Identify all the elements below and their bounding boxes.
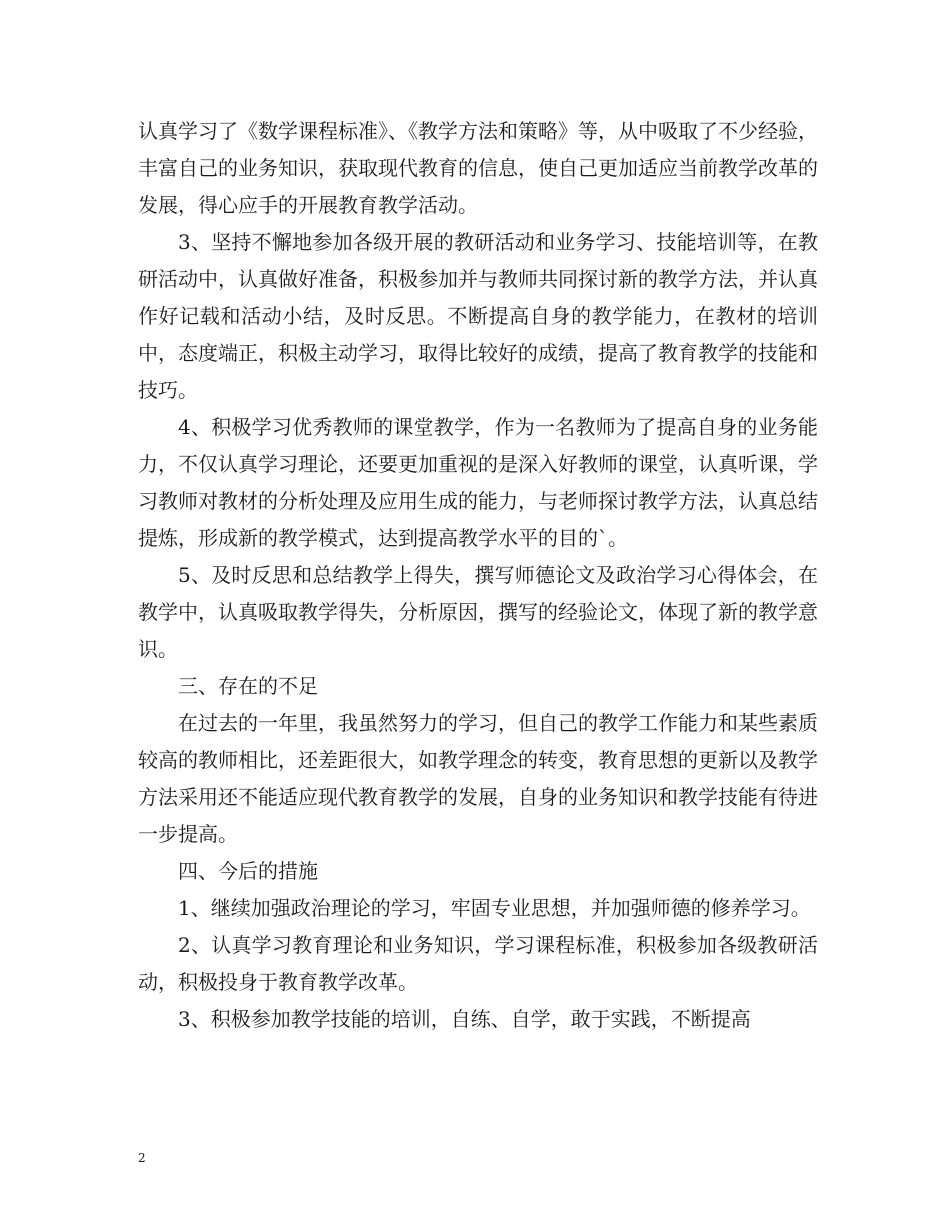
paragraph-item-4: 4、积极学习优秀教师的课堂教学，作为一名教师为了提高自身的业务能力，不仅认真学习理论，还要更加重视的是深入好教师的课堂，认真听课，学习教师对教材的分析处理及应用生成的能力，与老师探讨教学方法，认真总结提炼，形成新的教学模式，达到提高教学水平的目的`。: [138, 415, 818, 550]
paragraph-measure-3: 3、积极参加教学技能的培训，自练、自学，敢于实践，不断提高: [178, 1007, 751, 1031]
section-heading-shortcomings: 三、存在的不足: [178, 674, 318, 698]
paragraph-continued: 认真学习了《数学课程标准》、《教学方法和策略》等，从中吸取了不少经验，丰富自己的业务知识，获取现代教育的信息，使自己更加适应当前教学改革的发展，得心应手的开展教育教学活动。: [138, 119, 818, 217]
page-number: 2: [138, 1151, 146, 1165]
section-heading-measures: 四、今后的措施: [178, 859, 318, 883]
paragraph-shortcomings: 在过去的一年里，我虽然努力的学习，但自己的教学工作能力和某些素质较高的教师相比，还差距很大，如教学理念的转变，教育思想的更新以及教学方法采用还不能适应现代教育教学的发展，自身的业务知识和教学技能有待进一步提高。: [138, 711, 818, 846]
document-body: [138, 113, 818, 1038]
paragraph-measure-2: 2、认真学习教育理论和业务知识，学习课程标准，积极参加各级教研活动，积极投身于教育教学改革。: [138, 933, 818, 994]
paragraph-item-3: 3、坚持不懈地参加各级开展的教研活动和业务学习、技能培训等，在教研活动中，认真做好准备，积极参加并与教师共同探讨新的教学方法，并认真作好记载和活动小结，及时反思。不断提高自身的教学能力，在教材的培训中，态度端正，积极主动学习，取得比较好的成绩，提高了教育教学的技能和技巧。: [138, 230, 818, 402]
paragraph-item-5: 5、及时反思和总结教学上得失，撰写师德论文及政治学习心得体会，在教学中，认真吸取教学得失，分析原因，撰写的经验论文，体现了新的教学意识。: [138, 563, 818, 661]
paragraph-measure-1: 1、继续加强政治理论的学习，牢固专业思想，并加强师德的修养学习。: [178, 896, 811, 920]
